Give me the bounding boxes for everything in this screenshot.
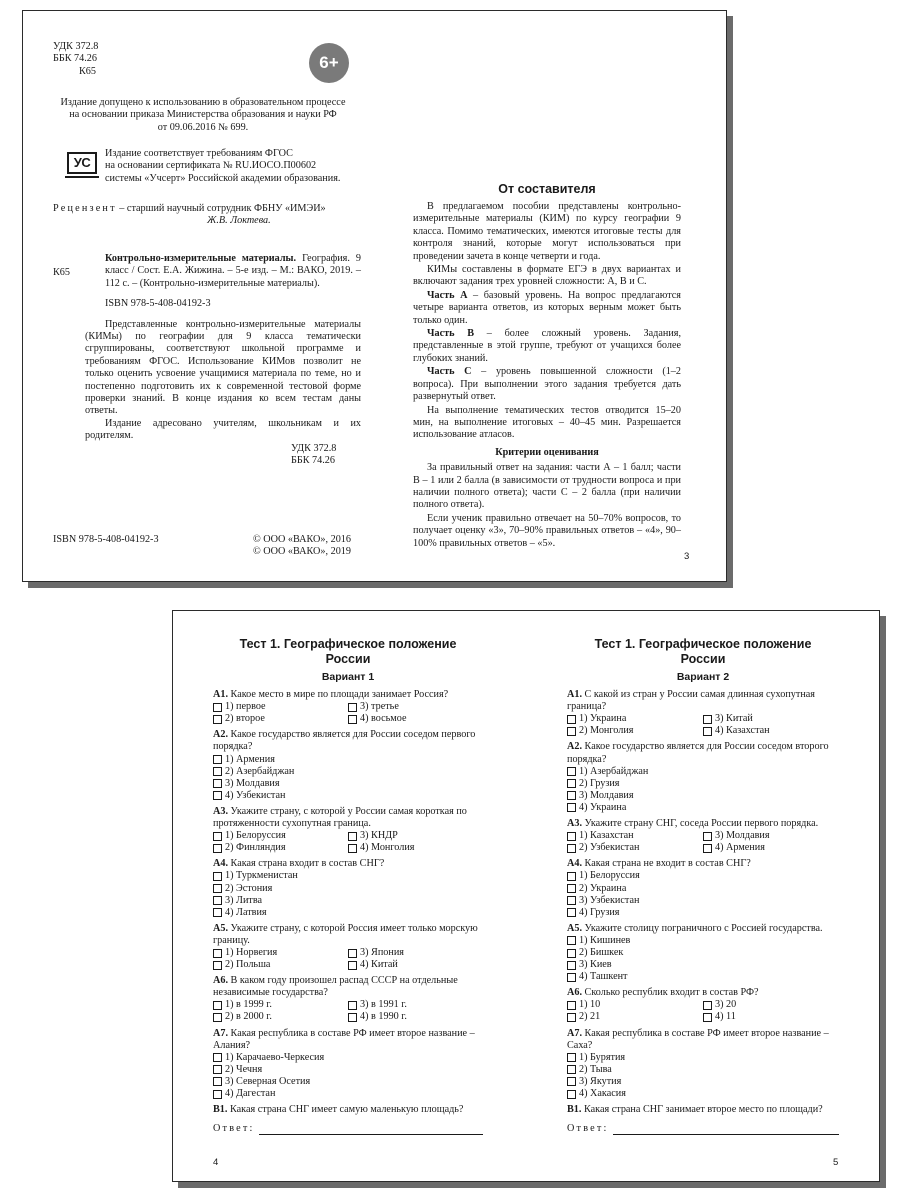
page-number-left: 4	[213, 1157, 219, 1168]
checkbox[interactable]	[213, 1090, 222, 1099]
checkbox[interactable]	[348, 832, 357, 841]
bbk-code: ББК 74.26	[53, 53, 97, 65]
preface-text	[413, 201, 681, 550]
answer-field[interactable]	[613, 1125, 839, 1135]
option-label: 3) Молдавия	[715, 830, 770, 842]
answer-option[interactable]	[567, 935, 839, 947]
checkbox[interactable]	[213, 703, 222, 712]
biblio-mark: К65	[53, 267, 70, 278]
udk-code: УДК 372.8	[53, 41, 99, 52]
question-a2	[213, 729, 483, 802]
option-label: 2) в 2000 г.	[225, 1011, 272, 1023]
isbn: ISBN 978-5-408-04192-3	[105, 298, 211, 310]
answer-option[interactable]	[567, 959, 839, 971]
question-a1	[567, 689, 839, 737]
answer-option[interactable]	[703, 1011, 839, 1023]
question-a5	[213, 923, 483, 971]
variant-heading: Вариант 1	[321, 671, 375, 683]
question-text: Укажите страну, с которой Россия имеет только морскую границу.	[213, 922, 478, 946]
question-number: А6.	[213, 975, 228, 987]
answer-option[interactable]	[567, 1076, 839, 1088]
test-title	[213, 637, 483, 667]
option-label: 4) Узбекистан	[225, 789, 286, 801]
option-label: 4) Армения	[715, 842, 765, 854]
answer-option[interactable]	[567, 802, 839, 814]
checkbox[interactable]	[567, 715, 576, 724]
answer-option[interactable]	[348, 830, 483, 842]
checkbox[interactable]	[567, 884, 576, 893]
checkbox[interactable]	[567, 872, 576, 881]
answer-option[interactable]	[567, 870, 839, 882]
answer-line[interactable]	[213, 1123, 483, 1135]
logo-underline	[65, 176, 99, 178]
part-b-label: Часть В	[427, 328, 475, 340]
option-label: 2) Тыва	[579, 1063, 612, 1075]
option-label: 1) Норвегия	[225, 946, 278, 958]
question-number: А7.	[567, 1027, 582, 1039]
checkbox[interactable]	[567, 961, 576, 970]
question-a2	[567, 741, 839, 814]
answer-option[interactable]	[213, 842, 348, 854]
option-label: 4) 11	[715, 1011, 736, 1023]
answer-line[interactable]	[567, 1123, 839, 1135]
part-b-description	[413, 328, 681, 365]
checkbox[interactable]	[567, 1077, 576, 1086]
answer-option[interactable]	[348, 999, 483, 1011]
checkbox[interactable]	[213, 1077, 222, 1086]
udk-code-bottom: УДК 372.8	[291, 443, 337, 454]
option-label: 2) Польша	[225, 959, 271, 971]
answer-option[interactable]	[213, 1076, 483, 1088]
answer-option[interactable]	[567, 1052, 839, 1064]
question-a3	[213, 806, 483, 854]
answer-option[interactable]	[567, 1011, 703, 1023]
us-logo-icon: УС	[67, 152, 97, 174]
page-number: 3	[684, 551, 690, 562]
option-label: 2) Грузия	[579, 777, 620, 789]
question-a1	[213, 689, 483, 725]
answer-option[interactable]	[567, 947, 839, 959]
audience-note: Издание адресовано учителям, школьникам и их родителям.	[85, 417, 361, 442]
option-label: 1) Казахстан	[579, 830, 634, 842]
option-label: 3) третье	[360, 701, 399, 713]
option-label: 1) в 1999 г.	[225, 999, 272, 1011]
checkbox[interactable]	[567, 908, 576, 917]
age-rating-badge: 6+	[309, 43, 349, 83]
question-number: А3.	[567, 818, 582, 830]
checkbox[interactable]	[703, 1001, 712, 1010]
criteria-paragraph: За правильный ответ на задания: части А – 1 балл; части В – 1 или 2 балла (в зависимости от трудности вопроса и при наличии полного ответа); части С – 2 балла (при наличии полного ответа).	[413, 462, 681, 511]
option-label: 2) Азербайджан	[225, 765, 295, 777]
option-label: 4) Украина	[579, 801, 627, 813]
option-label: 2) Эстония	[225, 882, 273, 894]
option-label: 2) Финляндия	[225, 842, 286, 854]
answer-option[interactable]	[213, 999, 348, 1011]
answer-option[interactable]	[213, 713, 348, 725]
answer-option[interactable]	[213, 959, 348, 971]
test-title-line: Тест 1. Географическое положение	[594, 637, 812, 651]
certificate-note	[105, 148, 340, 185]
checkbox[interactable]	[213, 791, 222, 800]
preface-heading: От составителя	[498, 182, 596, 196]
option-label: 4) в 1990 г.	[360, 1011, 407, 1023]
answer-option[interactable]	[567, 778, 839, 790]
checkbox[interactable]	[567, 844, 576, 853]
checkbox[interactable]	[567, 779, 576, 788]
question-b1	[213, 1104, 483, 1116]
question-a3	[567, 818, 839, 854]
question-text: Какая республика в составе РФ имеет второе название – Алания?	[213, 1027, 475, 1051]
answer-option[interactable]	[348, 947, 483, 959]
answer-option[interactable]	[567, 999, 703, 1011]
preface-paragraph: На выполнение тематических тестов отводится 15–20 мин, на выполнение итоговых – 40–45 мин. Разрешается использование атласов.	[413, 404, 681, 441]
checkbox[interactable]	[567, 949, 576, 958]
question-text: Какое место в мире по площади занимает Россия?	[228, 689, 449, 701]
page-number-right: 5	[833, 1157, 839, 1168]
certificate-logo	[67, 152, 99, 178]
checkbox[interactable]	[348, 961, 357, 970]
answer-option[interactable]	[567, 895, 839, 907]
question-number: А4.	[567, 858, 582, 870]
question-a7	[567, 1028, 839, 1101]
option-label: 2) Узбекистан	[579, 842, 640, 854]
criteria-paragraph: Если ученик правильно отвечает на 50–70% вопросов, то получает оценку «3», 70–90% правильных ответов – «4», 90–100% правильных ответов – «5».	[413, 512, 681, 549]
answer-option[interactable]	[213, 701, 348, 713]
option-label: 1) первое	[225, 701, 266, 713]
approval-line: на основании приказа Министерства образования и науки РФ	[69, 109, 337, 121]
question-number: А2.	[213, 729, 228, 741]
question-a4	[567, 858, 839, 918]
option-label: 4) Монголия	[360, 842, 415, 854]
answer-option[interactable]	[703, 999, 839, 1011]
question-text: Какая страна СНГ имеет самую маленькую площадь?	[227, 1104, 464, 1116]
answer-option[interactable]	[567, 766, 839, 778]
classification-codes-bottom	[291, 443, 336, 468]
checkbox[interactable]	[567, 973, 576, 982]
question-text: Укажите страну СНГ, соседа России первого порядка.	[582, 818, 819, 830]
test-title-line: Тест 1. Географическое положение	[239, 637, 457, 651]
copyright	[253, 534, 351, 559]
imprint-page	[22, 10, 727, 582]
answer-option[interactable]	[213, 766, 483, 778]
checkbox[interactable]	[213, 767, 222, 776]
answer-option[interactable]	[703, 830, 839, 842]
checkbox[interactable]	[213, 1001, 222, 1010]
part-c-description	[413, 366, 681, 403]
preface-paragraph: В предлагаемом пособии представлены контрольно-измерительные материалы (КИМ) по курсу географии 9 класса. Помимо тематических, имеются итоговые тесты для контроля знаний, которые могут использоваться при проведении зачета в конце четверти и года.	[413, 201, 681, 262]
checkbox[interactable]	[567, 1053, 576, 1062]
answer-option[interactable]	[703, 713, 839, 725]
option-label: 2) Монголия	[579, 725, 634, 737]
question-number: А6.	[567, 987, 582, 999]
part-c-text: – уровень повышенной сложности (1–2 вопроса). При выполнении этого задания требуется дать развернутый ответ.	[413, 366, 681, 403]
question-text: Какая республика в составе РФ имеет второе название – Саха?	[567, 1027, 829, 1051]
checkbox[interactable]	[213, 908, 222, 917]
question-text: Какая страна не входит в состав СНГ?	[582, 858, 751, 870]
part-a-description	[413, 290, 681, 327]
answer-option[interactable]	[703, 842, 839, 854]
checkbox[interactable]	[703, 715, 712, 724]
part-a-label: Часть А	[427, 289, 468, 301]
option-label: 3) Узбекистан	[579, 894, 640, 906]
option-label: 1) Украина	[579, 713, 627, 725]
bbk-code-bottom: ББК 74.26	[291, 455, 335, 467]
question-b1	[567, 1104, 839, 1116]
answer-option[interactable]	[213, 1088, 483, 1100]
option-label: 4) Ташкент	[579, 971, 628, 983]
answer-option[interactable]	[213, 778, 483, 790]
answer-option[interactable]	[213, 790, 483, 802]
question-a4	[213, 858, 483, 918]
variant-heading: Вариант 2	[676, 671, 730, 683]
approval-note	[53, 97, 353, 134]
criteria-heading: Критерии оценивания	[495, 446, 599, 458]
checkbox[interactable]	[703, 832, 712, 841]
part-c-label: Часть С	[427, 366, 472, 378]
checkbox[interactable]	[213, 715, 222, 724]
test-spread	[172, 610, 880, 1182]
checkbox[interactable]	[567, 767, 576, 776]
answer-option[interactable]	[567, 790, 839, 802]
checkbox[interactable]	[703, 727, 712, 736]
certificate-line: системы «Учсерт» Российской академии образования.	[105, 172, 341, 184]
checkbox[interactable]	[213, 896, 222, 905]
question-text: Сколько республик входит в состав РФ?	[582, 987, 759, 999]
answer-option[interactable]	[567, 1064, 839, 1076]
option-label: 4) Китай	[360, 959, 398, 971]
checkbox[interactable]	[348, 1013, 357, 1022]
checkbox[interactable]	[213, 1053, 222, 1062]
copyright-line: © ООО «ВАКО», 2019	[253, 546, 351, 558]
checkbox[interactable]	[567, 832, 576, 841]
checkbox[interactable]	[567, 1013, 576, 1022]
question-text: В каком году произошел распад СССР на отдельные независимые государства?	[213, 975, 458, 999]
answer-option[interactable]	[213, 883, 483, 895]
question-number: А5.	[567, 922, 582, 934]
option-label: 2) Бишкек	[579, 946, 624, 958]
question-number: В1.	[567, 1104, 582, 1116]
checkbox[interactable]	[567, 803, 576, 812]
certificate-line: на основании сертификата № RU.ИОСО.П00602	[105, 160, 317, 172]
checkbox[interactable]	[567, 727, 576, 736]
biblio-title: Контрольно-измерительные материалы.	[105, 253, 297, 264]
option-label: 3) Якутия	[579, 1075, 622, 1087]
option-label: 2) второе	[225, 713, 265, 725]
question-text: Какое государство является для России соседом первого порядка?	[213, 729, 476, 753]
certificate-line: Издание соответствует требованиям ФГОС	[105, 148, 293, 159]
checkbox[interactable]	[348, 844, 357, 853]
checkbox[interactable]	[213, 844, 222, 853]
variant-1-column	[213, 637, 483, 1135]
answer-option[interactable]	[213, 947, 348, 959]
reviewer-block	[53, 203, 358, 228]
answer-option[interactable]	[567, 971, 839, 983]
answer-option[interactable]	[567, 1088, 839, 1100]
checkbox[interactable]	[567, 1090, 576, 1099]
answer-option[interactable]	[348, 959, 483, 971]
checkbox[interactable]	[348, 715, 357, 724]
question-number: А1.	[567, 689, 582, 701]
option-label: 2) 21	[579, 1011, 601, 1023]
test-title	[567, 637, 839, 667]
option-label: 3) Киев	[579, 959, 612, 971]
option-label: 2) Чечня	[225, 1063, 263, 1075]
question-text: Укажите страну, с которой у России самая короткая по протяженности сухопутная граница.	[213, 805, 467, 830]
isbn-bottom: ISBN 978-5-408-04192-3	[53, 534, 159, 545]
question-a6	[567, 987, 839, 1023]
checkbox[interactable]	[213, 832, 222, 841]
answer-option[interactable]	[213, 830, 348, 842]
answer-option[interactable]	[348, 713, 483, 725]
answer-option[interactable]	[567, 907, 839, 919]
question-number: А2.	[567, 741, 582, 753]
option-label: 3) в 1991 г.	[360, 999, 407, 1011]
option-label: 1) Белоруссия	[579, 870, 640, 882]
answer-option[interactable]	[567, 725, 703, 737]
option-label: 1) Бурятия	[579, 1051, 626, 1063]
preface-paragraph: КИМы составлены в формате ЕГЭ в двух вариантах и включают задания трех уровней сложности: А, В и С.	[413, 264, 681, 288]
variant-2-column	[567, 637, 839, 1135]
bibliographic-record	[85, 253, 362, 443]
option-label: 1) Армения	[225, 753, 275, 765]
question-a5	[567, 923, 839, 983]
answer-label: Ответ:	[213, 1123, 255, 1135]
option-label: 1) Туркменистан	[225, 870, 298, 882]
question-number: А5.	[213, 922, 228, 934]
answer-option[interactable]	[213, 1052, 483, 1064]
question-text: С какой из стран у России самая длинная сухопутная граница?	[567, 689, 815, 713]
option-label: 3) Китай	[715, 713, 753, 725]
checkbox[interactable]	[567, 1065, 576, 1074]
answer-option[interactable]	[567, 830, 703, 842]
question-text: Какая страна СНГ занимает второе место по площади?	[581, 1104, 823, 1116]
option-label: 1) Кишинев	[579, 934, 631, 946]
question-number: А3.	[213, 805, 228, 817]
answer-option[interactable]	[213, 895, 483, 907]
answer-option[interactable]	[213, 754, 483, 766]
option-label: 3) Молдавия	[225, 777, 280, 789]
answer-option[interactable]	[213, 1064, 483, 1076]
answer-option[interactable]	[213, 1011, 348, 1023]
question-text: Укажите столицу пограничного с Россией государства.	[582, 922, 823, 934]
answer-option[interactable]	[213, 870, 483, 882]
checkbox[interactable]	[213, 779, 222, 788]
question-number: А1.	[213, 689, 228, 701]
answer-option[interactable]	[567, 713, 703, 725]
part-b-text: – более сложный уровень. Задания, представленные в этой группе, требуют от учащихся более глубоких знаний.	[413, 328, 682, 364]
answer-option[interactable]	[567, 883, 839, 895]
biblio-details: География. 9 класс / Сост. Е.А. Жижина. – 5-е изд. – М.: ВАКО, 2019. – 112 с. – (Контрольно-измерительные материалы).	[105, 253, 362, 289]
approval-line: от 09.06.2016 № 699.	[157, 121, 249, 133]
test-title-line: России	[325, 652, 371, 666]
author-mark: К65	[79, 65, 96, 77]
option-label: 3) Япония	[360, 946, 404, 958]
reviewer-label: Рецензент	[53, 203, 117, 214]
part-a-text: – базовый уровень. На вопрос предлагаются четыре варианта ответов, из которых верным может быть только один.	[413, 289, 681, 326]
question-number: А4.	[213, 858, 228, 870]
option-label: 2) Украина	[579, 882, 627, 894]
option-label: 4) Латвия	[225, 906, 267, 918]
question-a7	[213, 1028, 483, 1101]
question-text: Какая страна входит в состав СНГ?	[228, 858, 385, 870]
checkbox[interactable]	[567, 791, 576, 800]
checkbox[interactable]	[567, 936, 576, 945]
option-label: 3) Северная Осетия	[225, 1075, 311, 1087]
checkbox[interactable]	[213, 755, 222, 764]
option-label: 4) Казахстан	[715, 725, 770, 737]
answer-option[interactable]	[348, 701, 483, 713]
annotation: Представленные контрольно-измерительные материалы (КИМы) по географии для 9 класса тематически сгруппированы, соответствуют школьной программе и требованиям ФГОС. Использование КИМов позволит не только оценить усвоение учащимися материала по теме, но и постепенно подготовить их к современной тестовой форме проверки знаний. В конце издания ко всем тестам даны ответы.	[85, 318, 361, 417]
option-label: 4) Дагестан	[225, 1088, 276, 1099]
checkbox[interactable]	[213, 884, 222, 893]
checkbox[interactable]	[213, 961, 222, 970]
option-label: 1) 10	[579, 999, 601, 1011]
answer-label: Ответ:	[567, 1123, 609, 1135]
answer-option[interactable]	[348, 1011, 483, 1023]
copyright-line: © ООО «ВАКО», 2016	[253, 534, 351, 545]
checkbox[interactable]	[703, 1013, 712, 1022]
approval-line: Издание допущено к использованию в образовательном процессе	[60, 97, 346, 108]
answer-option[interactable]	[213, 907, 483, 919]
option-label: 4) Хакасия	[579, 1088, 626, 1099]
option-label: 1) Карачаево-Черкесия	[225, 1051, 325, 1063]
checkbox[interactable]	[703, 844, 712, 853]
option-label: 3) КНДР	[360, 830, 398, 842]
question-text: Какое государство является для России соседом второго порядка?	[567, 741, 829, 765]
option-label: 3) 20	[715, 999, 737, 1011]
reviewer-name: Ж.В. Локтева.	[207, 215, 271, 227]
answer-field[interactable]	[259, 1125, 483, 1135]
checkbox[interactable]	[567, 896, 576, 905]
checkbox[interactable]	[213, 949, 222, 958]
checkbox[interactable]	[348, 949, 357, 958]
checkbox[interactable]	[567, 1001, 576, 1010]
question-a6	[213, 975, 483, 1023]
checkbox[interactable]	[213, 1065, 222, 1074]
test-title-line: России	[680, 652, 726, 666]
option-label: 4) восьмое	[360, 713, 407, 725]
checkbox[interactable]	[213, 872, 222, 881]
option-label: 1) Азербайджан	[579, 765, 649, 777]
option-label: 1) Белоруссия	[225, 830, 286, 842]
question-number: А7.	[213, 1027, 228, 1039]
reviewer-text: – старший научный сотрудник ФБНУ «ИМЭИ»	[116, 203, 326, 214]
question-number: В1.	[213, 1104, 228, 1116]
classification-codes	[53, 41, 98, 78]
option-label: 4) Грузия	[579, 906, 620, 918]
option-label: 3) Молдавия	[579, 789, 634, 801]
answer-option[interactable]	[703, 725, 839, 737]
checkbox[interactable]	[348, 1001, 357, 1010]
option-label: 3) Литва	[225, 894, 263, 906]
checkbox[interactable]	[348, 703, 357, 712]
answer-option[interactable]	[567, 842, 703, 854]
answer-option[interactable]	[348, 842, 483, 854]
checkbox[interactable]	[213, 1013, 222, 1022]
